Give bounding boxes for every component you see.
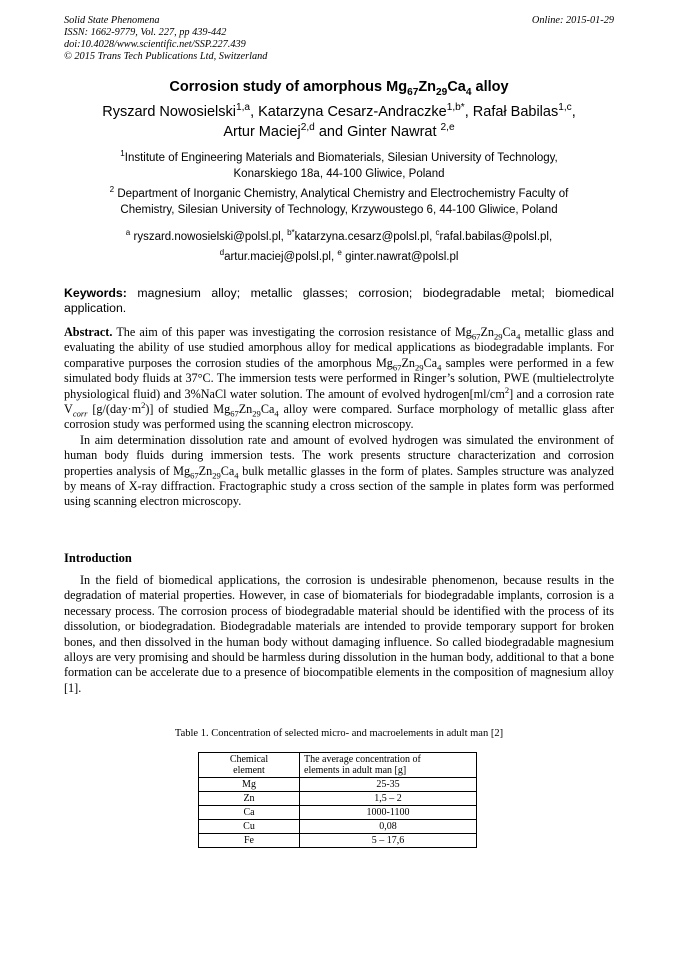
journal-header — [64, 15, 267, 63]
keywords-text: magnesium alloy; metallic glasses; corrosion; biodegradable metal; biomedical application. — [64, 286, 614, 315]
author-name: Ryszard Nowosielski — [102, 104, 236, 120]
table-row: Ca 1000-1100 — [199, 806, 477, 820]
table-caption: Table 1. Concentration of selected micro- and macroelements in adult man [2] — [174, 728, 504, 739]
abstract-label: Abstract. — [64, 325, 113, 339]
journal-name: Solid State Phenomena — [64, 15, 160, 26]
table-row: Cu 0,08 — [199, 820, 477, 834]
issn-line: ISSN: 1662-9779, Vol. 227, pp 439-442 — [64, 27, 227, 38]
paper-title: Corrosion study of amorphous $Mg_{67}Zn_{29}Ca_4$ alloy — [169, 79, 509, 98]
keywords — [64, 286, 614, 316]
email-link[interactable]: ryszard.nowosielski@polsl.pl, — [133, 231, 284, 243]
abstract-paragraph-1: Abstract. The aim of this paper was investigating the corrosion resistance of $Mg_{67}Zn_{29}Ca_4$ metallic glass and evaluating the ability of use studied amorphous alloy for medical applications as biodegradable implants. For comparative purposes the corrosion studies of the amorphous $Mg_{67}Zn_{29}Ca_4$ samples were performed in a few simulated body fluids at 37°C. The immersion tests were performed in Ringer’s solution, PWE (multielectrolyte physiological fluid) and 3%NaCl water solution. The amount of evolved $hydrogen[ml/cm^2]$ and a corrosion rate $V_{corr}$ $[g/(day\cdot m^2)]$ of studied $Mg_{67}Zn_{29}Ca_4$ alloy were compared. Surface morphology of metallic glass after corrosion study was performed using the scanning electron microscopy. — [64, 325, 615, 432]
table-row: Zn 1,5 – 2 — [199, 792, 477, 806]
section-heading-introduction: Introduction — [64, 551, 132, 565]
doi-line: doi:10.4028/www.scientific.net/SSP.227.439 — [64, 39, 246, 50]
introduction-paragraph: In the field of biomedical applications, the corrosion is undesirable phenomenon, because results in the degradation of material properties. However, in case of biomaterials for biodegradable implants, corrosion is a necessary process. The corrosion process of biodegradable material should be identified with the process of its dissolution, or biodegradation. Biodegradable materials are intended to provide temporary support for broken bones, and then dissolved in the human body without damaging influence. So called biodegradable magnesium alloys are very promising and should be harmless during dissolution in the human body, additional to that a bone formation can be accelerate due to a presence of biocompatible elements in the composition of magnesium alloy [1]. — [64, 573, 614, 695]
table-header-cell: Chemical element — [199, 753, 300, 778]
copyright-line: © 2015 Trans Tech Publications Ltd, Switzerland — [64, 51, 268, 62]
concentration-table — [198, 752, 477, 848]
affiliation-2: $^2$ Department of Inorganic Chemistry, Analytical Chemistry and Electrochemistry Faculty of Chemistry, Silesian University of Technology, Krzywoustego 6, 44-100 Gliwice, Poland — [109, 185, 569, 216]
email-link[interactable]: artur.maciej@polsl.pl, — [224, 251, 335, 263]
keywords-label: Keywords: — [64, 286, 127, 300]
affiliation-1: $^1$Institute of Engineering Materials and Biomaterials, Silesian University of Technology, Konarskiego 18a, 44-100 Gliwice, Poland — [120, 149, 558, 180]
table-header-row — [199, 753, 477, 778]
author-list: Ryszard Nowosielski$^{1,a}$, Katarzyna Cesarz-Andraczke$^{1,b*}$, Rafał Babilas$^{1,c}$, Artur Maciej$^{2,d}$ and Ginter Nawrat $^{2,e}$ — [102, 102, 576, 140]
abstract-paragraph-2: In aim determination dissolution rate and amount of evolved hydrogen was simulated the environment of human body fluids during immersion tests. The work presents structure characterization and corrosion properties analysis of $Mg_{67}Zn_{29}Ca_4$ bulk metallic glasses in the form of plates. Samples structure was analyzed by means of X-ray diffraction. Fractographic study a cross section of the sample in plates form was performed using scanning electron microscopy. — [64, 432, 614, 509]
abstract — [64, 325, 614, 510]
email-link[interactable]: ginter.nawrat@polsl.pl — [345, 251, 459, 263]
email-link[interactable]: katarzyna.cesarz@polsl.pl, — [294, 231, 433, 243]
author-name: Artur Maciej — [223, 124, 301, 140]
email-link[interactable]: rafal.babilas@polsl.pl, — [439, 231, 553, 243]
author-emails: $^a$ ryszard.nowosielski@polsl.pl, $^{b*}$katarzyna.cesarz@polsl.pl, $^c$rafal.babilas@polsl.pl, $^d$artur.maciej@polsl.pl, $^e$ ginter.nawrat@polsl.pl — [125, 228, 553, 263]
online-date: Online: 2015-01-29 — [531, 15, 614, 26]
author-name: Katarzyna Cesarz-Andraczke — [258, 104, 447, 120]
author-name: Rafał Babilas — [472, 104, 559, 120]
author-name: Ginter Nawrat — [347, 124, 437, 140]
table-row: Fe 5 – 17,6 — [199, 834, 477, 848]
table-row: Mg 25-35 — [199, 778, 477, 792]
table-header-cell: The average concentration of elements in adult man [g] — [300, 753, 477, 778]
